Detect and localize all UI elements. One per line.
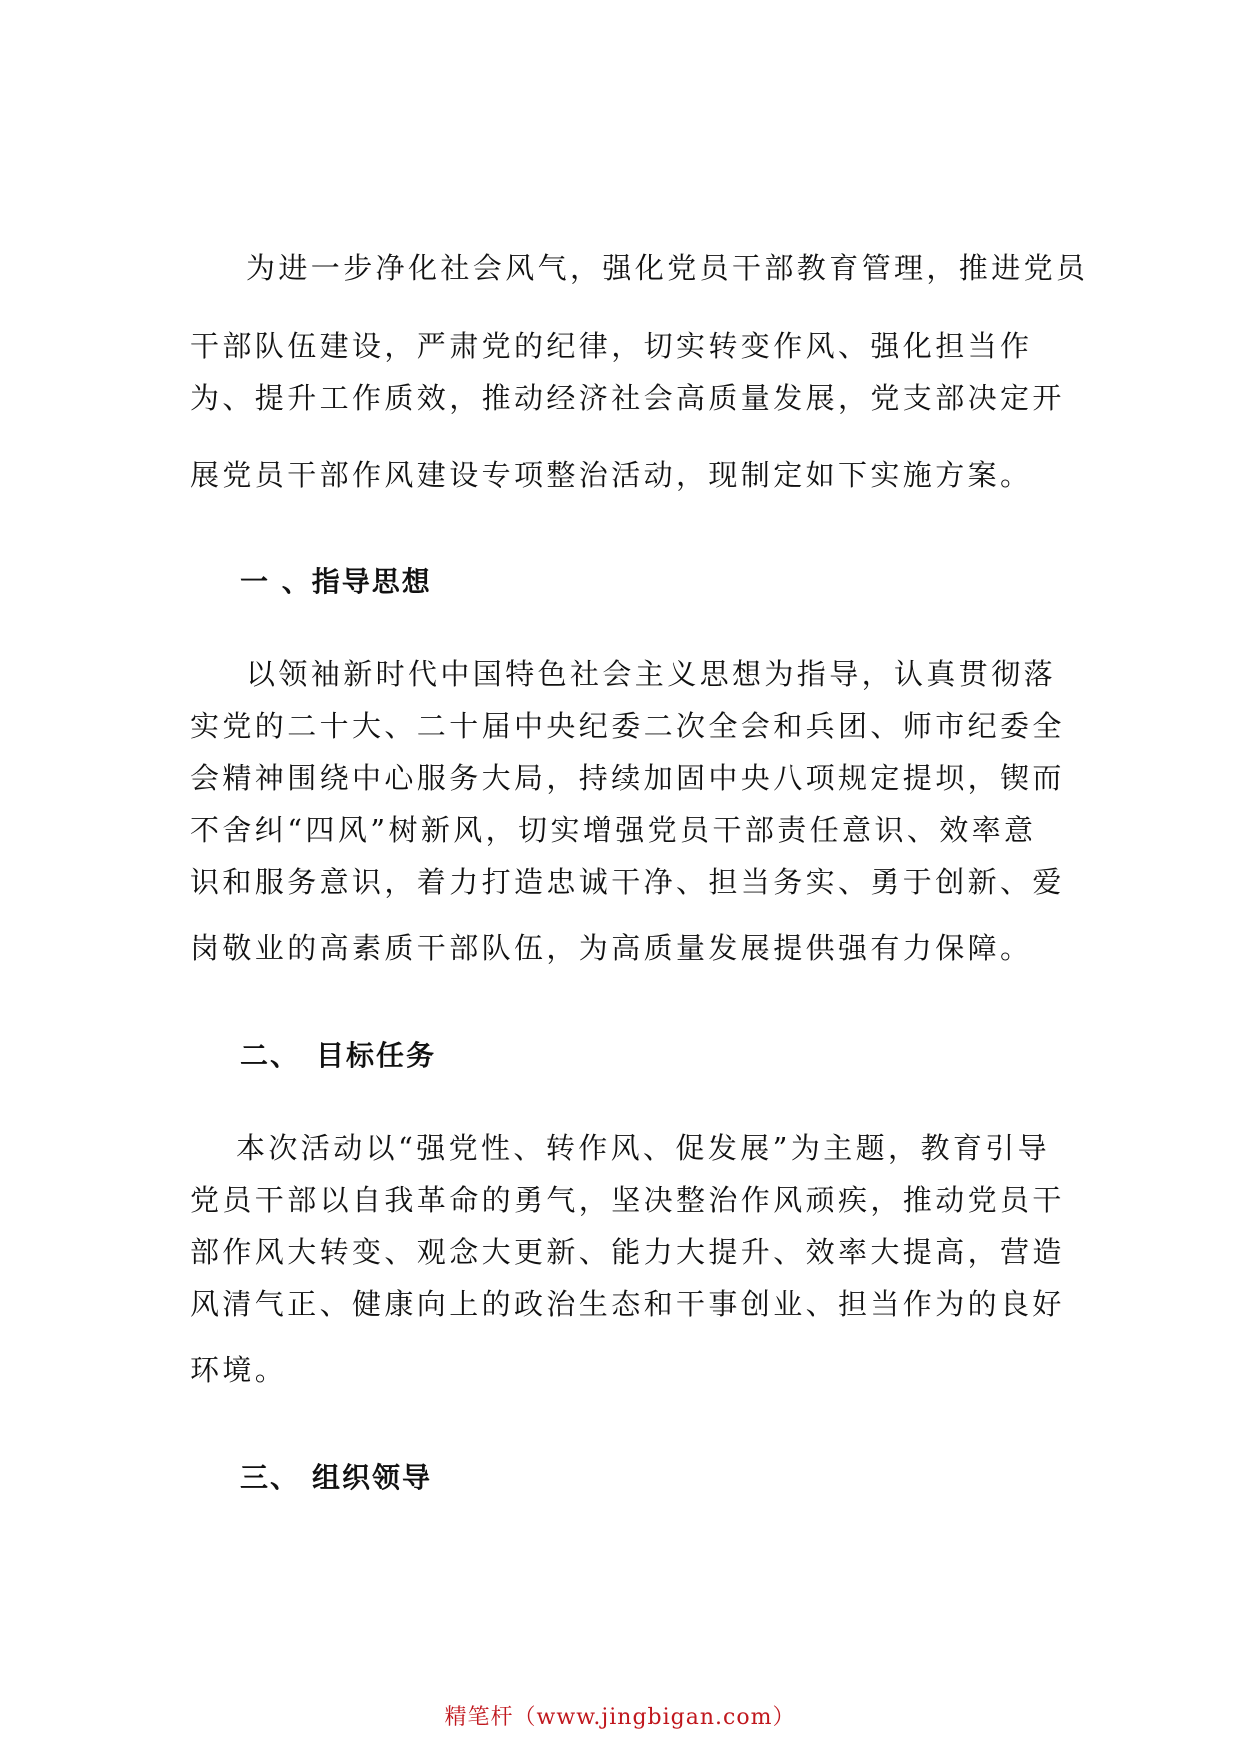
section-2-line-1: 本次活动以“强党性、转作风、促发展”为主题，教育引导 [236, 1131, 1051, 1165]
section-2-number: 二、 [240, 1039, 301, 1072]
section-1-number: 一 、 [240, 565, 312, 598]
section-3-title: 组织领导 [312, 1461, 433, 1494]
section-1-line-3: 会精神围绕中心服务大局，持续加固中央八项规定提坝，锲而 [190, 761, 1065, 795]
intro-line-2: 干部队伍建设，严肃党的纪律，切实转变作风、强化担当作 [190, 329, 1033, 363]
intro-line-1: 为进一步净化社会风气，强化党员干部教育管理，推进党员 [246, 251, 1089, 285]
section-1-line-4: 不舍纠“四风”树新风，切实增强党员干部责任意识、效率意 [190, 813, 1037, 847]
intro-line-4: 展党员干部作风建设专项整治活动，现制定如下实施方案。 [190, 458, 1033, 492]
intro-line-3: 为、提升工作质效，推动经济社会高质量发展，党支部决定开 [190, 381, 1065, 415]
section-2-heading [240, 1036, 436, 1076]
section-1-line-6: 岗敬业的高素质干部队伍，为高质量发展提供强有力保障。 [190, 931, 1033, 965]
section-2-line-3: 部作风大转变、观念大更新、能力大提升、效率大提高，营造 [190, 1235, 1065, 1269]
section-1-line-1: 以领袖新时代中国特色社会主义思想为指导，认真贯彻落 [246, 657, 1057, 691]
section-3-number: 三、 [240, 1461, 301, 1494]
section-1-line-2: 实党的二十大、二十届中央纪委二次全会和兵团、师市纪委全 [190, 709, 1065, 743]
section-3-heading [240, 1458, 432, 1498]
section-1-line-5: 识和服务意识，着力打造忠诚干净、担当务实、勇于创新、爱 [190, 865, 1065, 899]
section-1-heading [240, 562, 432, 602]
section-2-line-4: 风清气正、健康向上的政治生态和干事创业、担当作为的良好 [190, 1287, 1065, 1321]
section-2-line-2: 党员干部以自我革命的勇气，坚决整治作风顽疾，推动党员干 [190, 1183, 1065, 1217]
section-1-title: 指导思想 [311, 565, 432, 598]
section-2-line-5: 环境。 [190, 1353, 288, 1387]
section-2-title: 目标任务 [316, 1039, 437, 1072]
footer-watermark: 精笔杆（www.jingbigan.com） [444, 1705, 796, 1730]
